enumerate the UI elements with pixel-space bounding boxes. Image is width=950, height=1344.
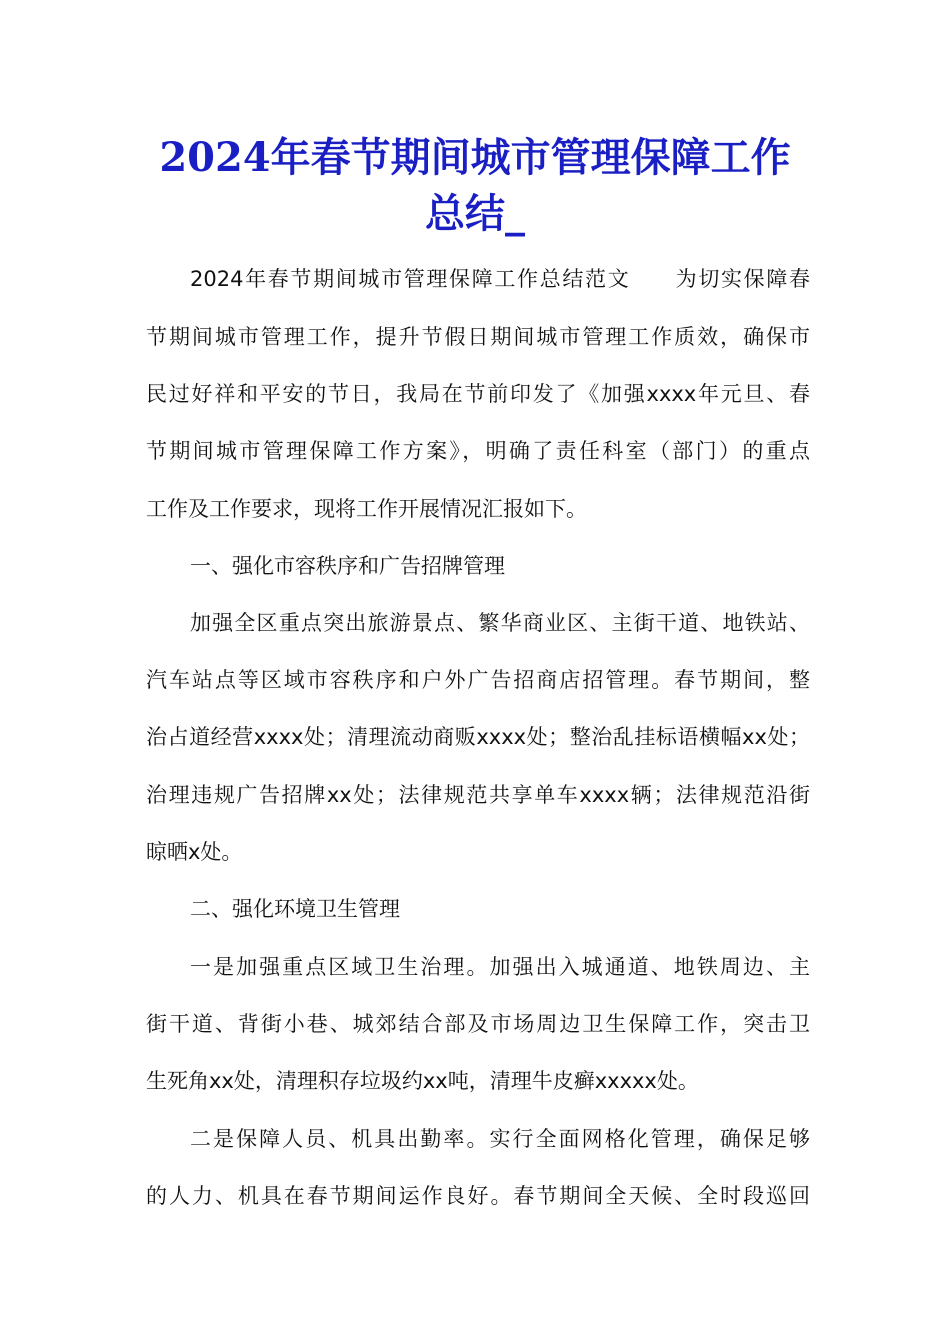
- body-line: 街干道、背街小巷、城郊结合部及市场周边卫生保障工作，突击卫: [146, 1012, 810, 1036]
- document-title-line-1: 2024年春节期间城市管理保障工作: [159, 134, 791, 181]
- body-line: 一是加强重点区域卫生治理。加强出入城通道、地铁周边、主: [190, 955, 810, 979]
- body-line: 民过好祥和平安的节日，我局在节前印发了《加强xxxx年元旦、春: [146, 382, 810, 406]
- body-line: 工作及工作要求，现将工作开展情况汇报如下。: [146, 497, 587, 521]
- section-heading: 一、强化市容秩序和广告招牌管理: [190, 554, 505, 578]
- body-line: 生死角xx处，清理积存垃圾约xx吨，清理牛皮癣xxxxx处。: [146, 1069, 699, 1093]
- body-line: 2024年春节期间城市管理保障工作总结范文 为切实保障春: [190, 267, 810, 291]
- body-line: 节期间城市管理工作，提升节假日期间城市管理工作质效，确保市: [146, 325, 810, 349]
- document-title-line-2: 总结_: [425, 190, 525, 237]
- body-line: 汽车站点等区域市容秩序和户外广告招商店招管理。春节期间，整: [146, 668, 810, 692]
- section-heading: 二、强化环境卫生管理: [190, 897, 400, 921]
- body-line: 节期间城市管理保障工作方案》，明确了责任科室（部门）的重点: [146, 439, 810, 463]
- body-line: 加强全区重点突出旅游景点、繁华商业区、主街干道、地铁站、: [190, 611, 810, 635]
- body-line: 的人力、机具在春节期间运作良好。春节期间全天候、全时段巡回: [146, 1184, 810, 1208]
- body-line: 治理违规广告招牌xx处；法律规范共享单车xxxx辆；法律规范沿街: [146, 783, 810, 807]
- body-line: 二是保障人员、机具出勤率。实行全面网格化管理，确保足够: [190, 1127, 810, 1151]
- body-line: 治占道经营xxxx处；清理流动商贩xxxx处；整治乱挂标语横幅xx处；: [146, 725, 810, 749]
- body-line: 晾晒x处。: [146, 840, 243, 864]
